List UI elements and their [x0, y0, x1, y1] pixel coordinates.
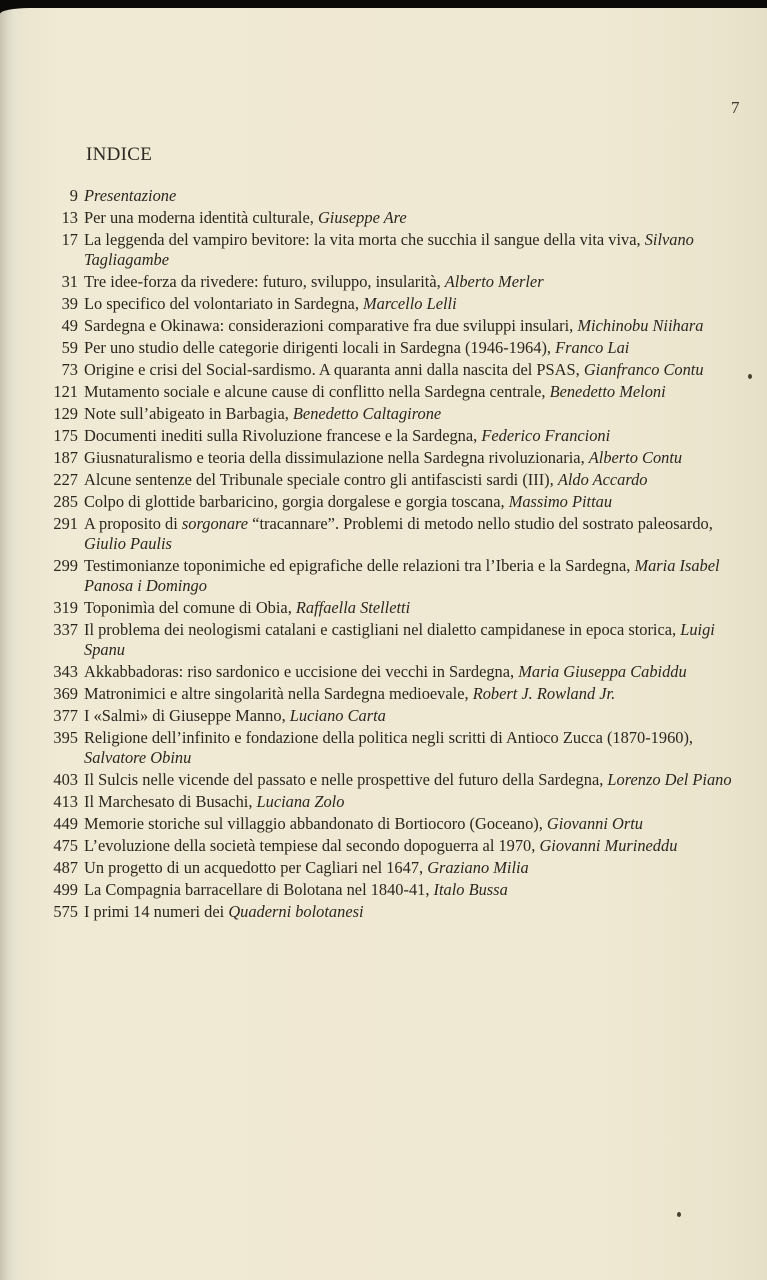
toc-entry: [40, 880, 746, 900]
toc-entry: [40, 448, 746, 468]
toc-entry: [40, 294, 746, 314]
toc-page-number: 413: [53, 792, 78, 811]
book-page: [0, 8, 767, 1280]
toc-title: Alcune sentenze del Tribunale speciale contro gli antifascisti sardi (III),: [84, 470, 558, 489]
toc-entry: [40, 620, 746, 660]
toc-title: Note sull’abigeato in Barbagia,: [84, 404, 293, 423]
toc-page-number: 403: [53, 770, 78, 789]
toc-author: Giovanni Murineddu: [539, 836, 678, 855]
toc-title: “tracannare”. Problemi di metodo nello studio del sostrato paleosardo,: [248, 514, 713, 533]
paper-speck: [677, 1212, 681, 1217]
toc-page-number: 377: [53, 706, 78, 725]
toc-page-number: 395: [53, 728, 78, 747]
toc-author: Quaderni bolotanesi: [228, 902, 364, 921]
toc-page-number: 121: [53, 382, 78, 401]
toc-page-number: 129: [53, 404, 78, 423]
toc-entry: [40, 360, 746, 380]
toc-page-number: 343: [53, 662, 78, 681]
toc-title: I «Salmi» di Giuseppe Manno,: [84, 706, 290, 725]
toc-title: La Compagnia barracellare di Bolotana nel 1840-41,: [84, 880, 434, 899]
toc-page-number: 319: [53, 598, 78, 617]
toc-author: Silvano Tagliagambe: [84, 230, 694, 269]
toc-page-number: 369: [53, 684, 78, 703]
toc-entry: [40, 902, 746, 922]
toc-title: Colpo di glottide barbaricino, gorgia dorgalese e gorgia toscana,: [84, 492, 509, 511]
toc-page-number: 9: [69, 186, 78, 205]
toc-entry: [40, 556, 746, 596]
toc-title: Per una moderna identità culturale,: [84, 208, 318, 227]
toc-author: Alberto Merler: [444, 272, 544, 291]
toc-title: Origine e crisi del Social-sardismo. A quaranta anni dalla nascita del PSAS,: [84, 360, 584, 379]
toc-author: Michinobu Niihara: [577, 316, 704, 335]
toc-page-number: 187: [53, 448, 78, 467]
toc-page-number: 39: [61, 294, 78, 313]
toc-page-number: 487: [53, 858, 78, 877]
toc-author: Alberto Contu: [588, 448, 683, 467]
toc-author: Lorenzo Del Piano: [607, 770, 732, 789]
toc-author: Robert J. Rowland Jr.: [472, 684, 616, 703]
toc-page-number: 175: [53, 426, 78, 445]
toc-entry: [40, 514, 746, 554]
toc-title: Presentazione: [84, 186, 177, 205]
paper-speck: [748, 374, 752, 379]
toc-author: Marcello Lelli: [363, 294, 457, 313]
toc-title: Il Marchesato di Busachi,: [84, 792, 257, 811]
toc-entry: [40, 186, 746, 206]
toc-page-number: 17: [61, 230, 78, 249]
toc-entry: [40, 706, 746, 726]
toc-page-number: 299: [53, 556, 78, 575]
toc-entry: [40, 492, 746, 512]
toc-author: Italo Bussa: [433, 880, 508, 899]
toc-page-number: 73: [61, 360, 78, 379]
toc-entry: [40, 814, 746, 834]
toc-author: Franco Lai: [555, 338, 630, 357]
toc-page-number: 31: [61, 272, 78, 291]
toc-entry: [40, 858, 746, 878]
page-title: INDICE: [86, 144, 153, 165]
toc-author: Giovanni Ortu: [546, 814, 643, 833]
toc-title: Per uno studio delle categorie dirigenti locali in Sardegna (1946-1964),: [84, 338, 556, 357]
toc-author: Massimo Pittau: [508, 492, 613, 511]
toc-entry: [40, 272, 746, 292]
toc-title: Mutamento sociale e alcune cause di conflitto nella Sardegna centrale,: [84, 382, 550, 401]
toc-author: Salvatore Obinu: [84, 748, 192, 767]
toc-title: Lo specifico del volontariato in Sardegna,: [84, 294, 364, 313]
toc-title: Religione dell’infinito e fondazione della politica negli scritti di Antioco Zucca (1870-1960),: [84, 728, 694, 747]
toc-title: Documenti inediti sulla Rivoluzione francese e la Sardegna,: [84, 426, 482, 445]
toc-title: Toponimìa del comune di Obia,: [84, 598, 296, 617]
toc-entry: [40, 404, 746, 424]
toc-author: Giuseppe Are: [317, 208, 407, 227]
toc-author: Aldo Accardo: [557, 470, 648, 489]
toc-entry: [40, 836, 746, 856]
toc-author: Luciana Zolo: [256, 792, 345, 811]
toc-author: Maria Giuseppa Cabiddu: [518, 662, 687, 681]
toc-entry: [40, 662, 746, 682]
toc-entry: [40, 770, 746, 790]
toc-title: La leggenda del vampiro bevitore: la vita morta che succhia il sangue della vita viva,: [84, 230, 645, 249]
toc-author: Maria Isabel Panosa i Domingo: [84, 556, 720, 595]
toc-page-number: 49: [61, 316, 78, 335]
toc-title: Testimonianze toponimiche ed epigrafiche delle relazioni tra l’Iberia e la Sardegna,: [84, 556, 635, 575]
toc-title: Tre idee-forza da rivedere: futuro, sviluppo, insularità,: [84, 272, 445, 291]
page-number: 7: [731, 98, 740, 117]
toc-title: Akkabbadoras: riso sardonico e uccisione dei vecchi in Sardegna,: [84, 662, 519, 681]
toc-page-number: 475: [53, 836, 78, 855]
toc-page-number: 449: [53, 814, 78, 833]
toc-title: Giusnaturalismo e teoria della dissimulazione nella Sardegna rivoluzionaria,: [84, 448, 589, 467]
toc-author: Benedetto Meloni: [549, 382, 666, 401]
toc-author: Gianfranco Contu: [583, 360, 704, 379]
toc-entry: [40, 426, 746, 446]
toc-author: Luciano Carta: [289, 706, 386, 725]
toc-page-number: 291: [53, 514, 78, 533]
toc-entry: [40, 598, 746, 618]
toc-page-number: 227: [53, 470, 78, 489]
toc-title: Sardegna e Okinawa: considerazioni comparative fra due sviluppi insulari,: [84, 316, 578, 335]
table-of-contents: [40, 186, 746, 924]
toc-author: Raffaella Stelletti: [295, 598, 411, 617]
toc-page-number: 59: [61, 338, 78, 357]
toc-page-number: 499: [53, 880, 78, 899]
toc-title: Memorie storiche sul villaggio abbandonato di Bortiocoro (Goceano),: [84, 814, 547, 833]
toc-title-italic-word: sorgonare: [181, 514, 249, 533]
toc-title: Il problema dei neologismi catalani e castigliani nel dialetto campidanese in epoca storica,: [84, 620, 681, 639]
toc-page-number: 337: [53, 620, 78, 639]
toc-title: Un progetto di un acquedotto per Cagliari nel 1647,: [84, 858, 428, 877]
toc-author: Federico Francioni: [481, 426, 611, 445]
toc-entry: [40, 382, 746, 402]
toc-title: Il Sulcis nelle vicende del passato e nelle prospettive del futuro della Sardegna,: [84, 770, 608, 789]
toc-page-number: 13: [61, 208, 78, 227]
toc-title: I primi 14 numeri dei: [84, 902, 229, 921]
toc-entry: [40, 684, 746, 704]
toc-title: Matronimici e altre singolarità nella Sardegna medioevale,: [84, 684, 473, 703]
toc-page-number: 285: [53, 492, 78, 511]
toc-entry: [40, 208, 746, 228]
toc-author: Giulio Paulis: [84, 534, 172, 553]
toc-entry: [40, 470, 746, 490]
toc-author: Benedetto Caltagirone: [292, 404, 442, 423]
toc-entry: [40, 728, 746, 768]
toc-entry: [40, 338, 746, 358]
toc-author: Luigi Spanu: [84, 620, 715, 659]
toc-entry: [40, 316, 746, 336]
toc-title-prefix: A proposito di: [84, 514, 182, 533]
toc-page-number: 575: [53, 902, 78, 921]
toc-author: Graziano Milia: [427, 858, 529, 877]
toc-entry: [40, 792, 746, 812]
toc-entry: [40, 230, 746, 270]
toc-title: L’evoluzione della società tempiese dal secondo dopoguerra al 1970,: [84, 836, 540, 855]
